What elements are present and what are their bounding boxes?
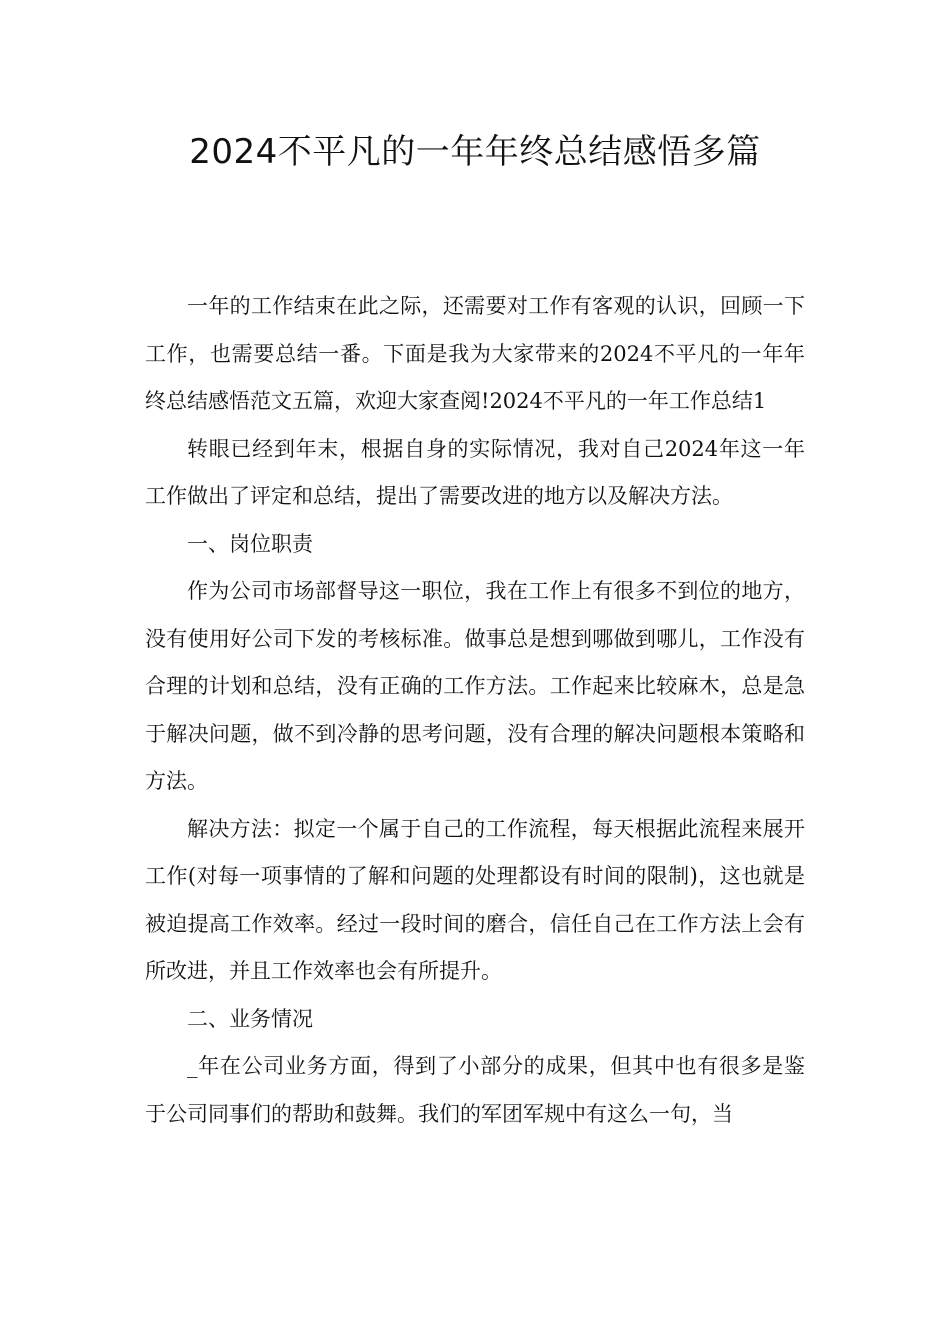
paragraph-summary: 转眼已经到年末，根据自身的实际情况，我对自己2024年这一年工作做出了评定和总结，提出了需要改进的地方以及解决方法。 (145, 436, 805, 508)
paragraph-duties: 作为公司市场部督导这一职位，我在工作上有很多不到位的地方，没有使用好公司下发的考核标准。做事总是想到哪做到哪儿，工作没有合理的计划和总结，没有正确的工作方法。工作起来比较麻木，总是急于解决问题，做不到冷静的思考问题，没有合理的解决问题根本策略和方法。 (145, 579, 805, 793)
document-title: 2024不平凡的一年年终总结感悟多篇 (189, 132, 761, 172)
paragraph-business: _年在公司业务方面，得到了小部分的成果，但其中也有很多是鉴于公司同事们的帮助和鼓舞。我们的军团军规中有这么一句，当 (145, 1054, 805, 1126)
paragraph-intro: 一年的工作结束在此之际，还需要对工作有客观的认识，回顾一下工作，也需要总结一番。下面是我为大家带来的2024不平凡的一年年终总结感悟范文五篇，欢迎大家查阅!2024不平凡的一年工作总结1 (145, 294, 805, 413)
document-body (145, 283, 805, 1138)
section-heading-business: 二、业务情况 (187, 1006, 313, 1031)
section-heading-duties: 一、岗位职责 (187, 531, 313, 556)
paragraph-solution: 解决方法：拟定一个属于自己的工作流程，每天根据此流程来展开工作(对每一项事情的了解和问题的处理都设有时间的限制)，这也就是被迫提高工作效率。经过一段时间的磨合，信任自己在工作方法上会有所改进，并且工作效率也会有所提升。 (145, 816, 805, 983)
